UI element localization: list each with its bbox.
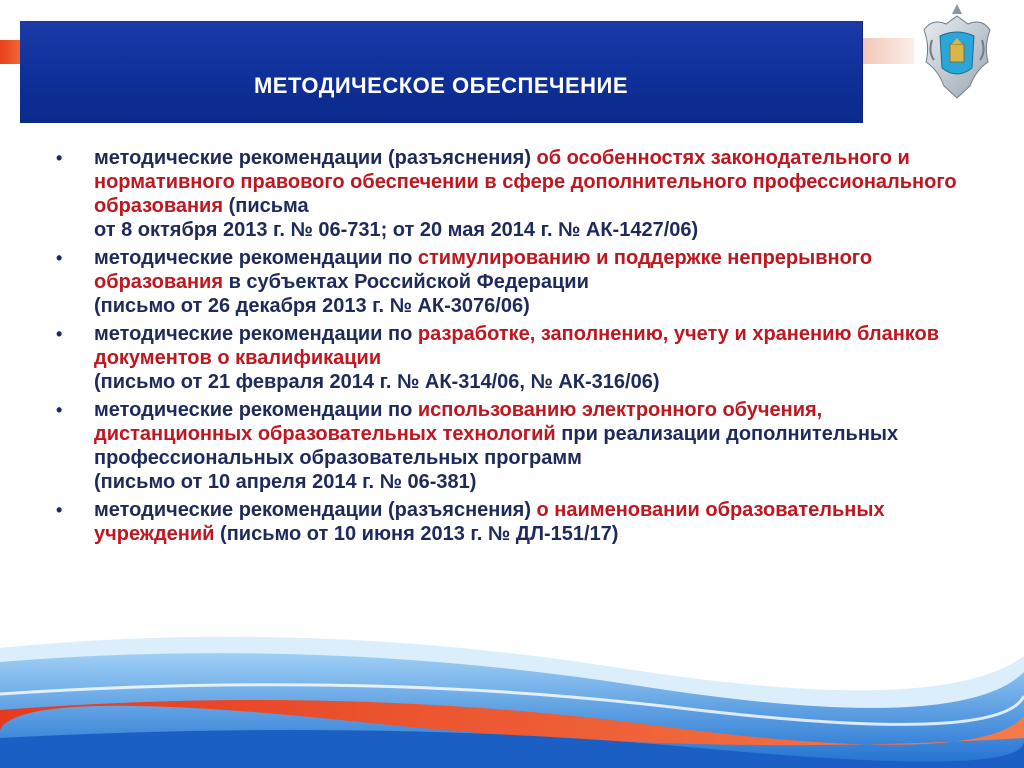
list-item [56,398,986,494]
list-item [56,246,986,318]
item-prefix: методические рекомендации по [94,323,418,345]
decorative-waves [0,598,1024,768]
item-suffix: в субъектах Российской Федерации [223,271,589,293]
bullet-icon: • [56,324,63,344]
item-prefix: методические рекомендации (разъяснения) [94,147,537,169]
item-note: (письмо от 10 апреля 2014 г. № 06-381) [94,471,477,493]
item-highlight: о наименовании образовательных учреждений [94,499,885,545]
list-item [56,146,986,242]
decorative-red-stripe-right [862,38,914,64]
list-item [56,322,986,394]
item-note: (письмо от 26 декабря 2013 г. № АК-3076/06) [94,295,530,317]
item-highlight: стимулированию и поддержке непрерывного образования [94,247,873,293]
item-suffix: при реализации дополнительных профессиональных образовательных программ [94,423,899,469]
item-suffix: (письма [223,195,309,217]
item-highlight: об особенностях законодательного и нормативного правового обеспечении в сфере дополнительного профессионального образования [94,147,957,217]
item-highlight: разработке, заполнению, учету и хранению бланков документов о квалификации [94,323,940,369]
item-suffix: (письмо от 10 июня 2013 г. № ДЛ-151/17) [214,523,619,545]
bullet-icon: • [56,400,63,420]
item-prefix: методические рекомендации по [94,247,418,269]
list-item [56,498,986,546]
coat-of-arms-icon [918,0,996,104]
title-banner [20,21,863,123]
item-highlight: использованию электронного обучения, дистанционных образовательных технологий [94,399,823,445]
item-prefix: методические рекомендации по [94,399,418,421]
decorative-red-stripe-left [0,40,22,64]
bullet-icon: • [56,248,63,268]
slide-title: МЕТОДИЧЕСКОЕ ОБЕСПЕЧЕНИЕ [253,73,629,98]
item-note: (письмо от 21 февраля 2014 г. № АК-314/06, № АК-316/06) [94,371,660,393]
item-note: от 8 октября 2013 г. № 06-731; от 20 мая 2014 г. № АК-1427/06) [94,219,699,241]
bullet-icon: • [56,500,63,520]
recommendations-list [56,146,986,550]
bullet-icon: • [56,148,63,168]
item-prefix: методические рекомендации (разъяснения) [94,499,537,521]
